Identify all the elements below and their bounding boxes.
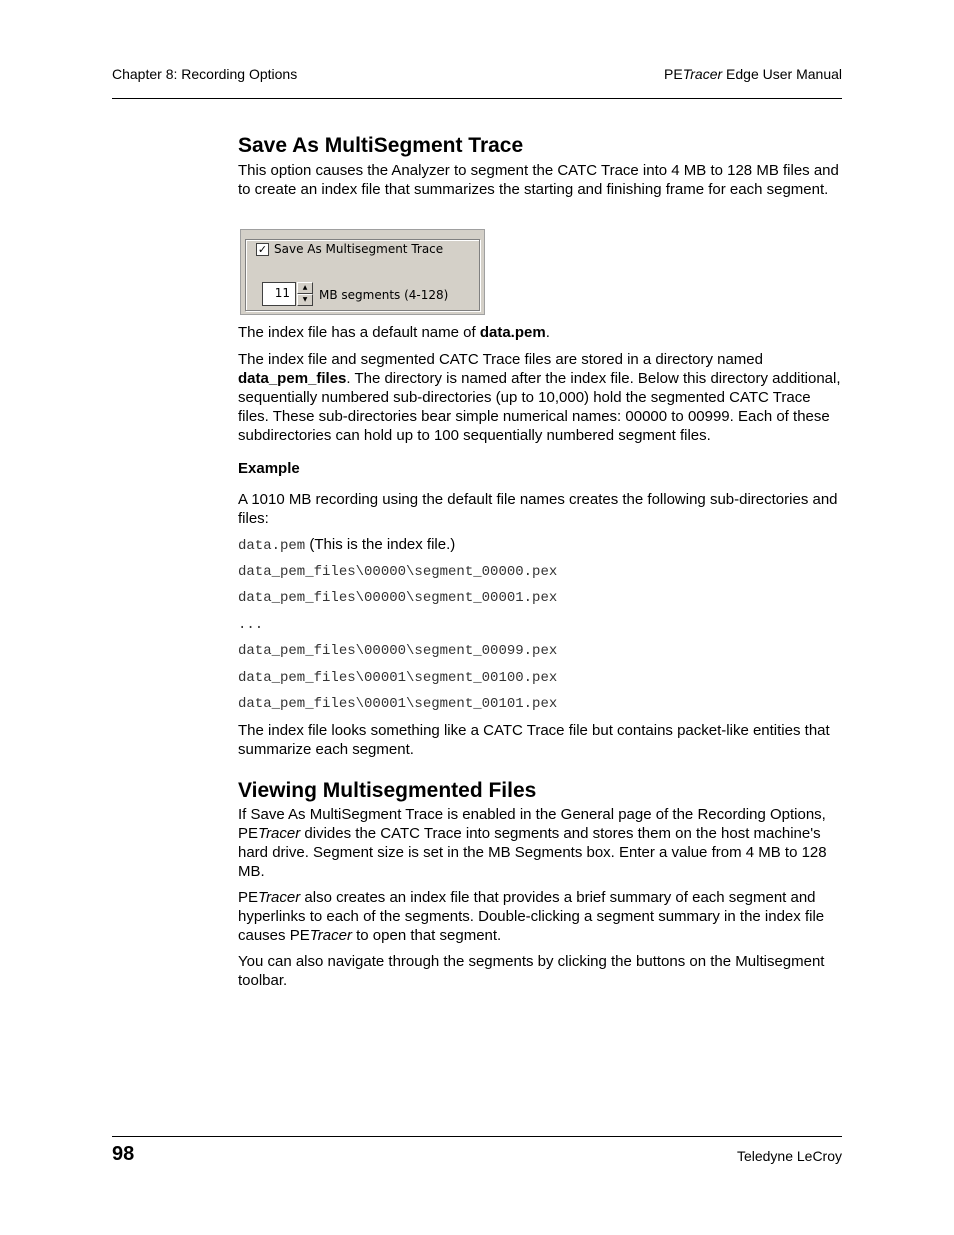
multisegment-checkbox-row[interactable] <box>254 241 446 257</box>
closing-paragraph: The index file looks something like a CATC Trace file but contains packet-like entities that summarize each segment. <box>238 722 830 758</box>
code-line-index-file <box>238 536 455 554</box>
p1-text-c: divides the CATC Trace into segments and stores them on the host machine's hard drive. Segment size is set in the MB Segments box. Enter a value from 4 MB to 128 MB. <box>238 825 827 880</box>
default-name-paragraph <box>238 323 842 342</box>
directory-paragraph <box>238 350 842 445</box>
code-line: data_pem_files\00000\segment_00099.pex <box>238 643 558 659</box>
product-name-pe: PE <box>664 66 683 82</box>
section-heading-save-multisegment: Save As MultiSegment Trace <box>238 134 524 157</box>
default-name-period: . <box>545 324 550 341</box>
running-header-title <box>664 66 842 82</box>
footer-rule <box>112 1136 842 1137</box>
multisegment-groupbox <box>245 239 480 311</box>
default-name-text: The index file has a default name of <box>238 324 480 341</box>
page-number: 98 <box>112 1143 135 1165</box>
mb-segments-spinner[interactable] <box>297 282 313 306</box>
spin-down-icon[interactable]: ▼ <box>297 294 313 306</box>
example-intro: A 1010 MB recording using the default file names creates the following sub-directories and files: <box>238 491 838 527</box>
spin-up-icon[interactable]: ▲ <box>297 282 313 294</box>
mb-segments-input[interactable]: 11 <box>262 282 296 306</box>
checkbox-label: Save As Multisegment Trace <box>274 242 444 256</box>
multisegment-dialog-screenshot <box>240 229 485 315</box>
p2-text-c: also creates an index file that provides a brief summary of each segment and hyperlinks to each of the segments. Double-clicking a segment summary in the index file causes PE <box>238 889 825 944</box>
code-line: data_pem_files\00000\segment_00001.pex <box>238 590 558 606</box>
code-line: data_pem_files\00000\segment_00000.pex <box>238 564 558 580</box>
checkbox-check-icon[interactable]: ✓ <box>257 242 268 256</box>
p2-pe: PE <box>238 889 259 906</box>
intro-paragraph: This option causes the Analyzer to segment the CATC Trace into 4 MB to 128 MB files and to create an index file that summarizes the starting and finishing frame for each segment. <box>238 162 839 198</box>
p1-tracer: Tracer <box>258 825 301 842</box>
directory-name: data_pem_files <box>238 370 347 387</box>
manual-suffix: Edge User Manual <box>722 66 842 82</box>
p2-text-e: to open that segment. <box>351 927 502 944</box>
code-line: data_pem_files\00001\segment_00101.pex <box>238 696 558 712</box>
default-name-filename: data.pem <box>479 324 546 341</box>
footer-company: Teledyne LeCroy <box>736 1148 842 1164</box>
viewing-paragraph-1 <box>238 805 842 881</box>
index-filename: data.pem <box>238 538 306 554</box>
product-name-tracer: Tracer <box>682 66 723 82</box>
p1-text-a: If Save As MultiSegment Trace is enabled in the General page of the Recording Options, PE <box>238 806 826 842</box>
p2-tracer: Tracer <box>258 889 301 906</box>
viewing-paragraph-3: You can also navigate through the segments by clicking the buttons on the Multisegment toolbar. <box>238 953 825 989</box>
directory-text-post: . The directory is named after the index file. Below this directory additional, sequentially numbered sub-directories (up to 10,000) hold the segmented CATC Trace files. These sub-directories bear simple numerical names: 00000 to 00999. Each of these subdirectories can hold up to 100 sequentially numbered segment files. <box>238 370 841 444</box>
mb-segments-label: MB segments (4-128) <box>319 288 449 302</box>
header-rule <box>112 98 842 99</box>
example-heading: Example <box>238 460 300 477</box>
directory-text-pre: The index file and segmented CATC Trace files are stored in a directory named <box>238 351 763 368</box>
p2-tracer-2: Tracer <box>309 927 352 944</box>
section-heading-viewing-files: Viewing Multisegmented Files <box>238 779 537 802</box>
running-header-chapter: Chapter 8: Recording Options <box>112 66 298 82</box>
code-line: data_pem_files\00001\segment_00100.pex <box>238 670 558 686</box>
viewing-paragraph-2 <box>238 888 842 945</box>
index-file-note: (This is the index file.) <box>305 536 456 553</box>
code-line-ellipsis: ... <box>238 617 264 633</box>
